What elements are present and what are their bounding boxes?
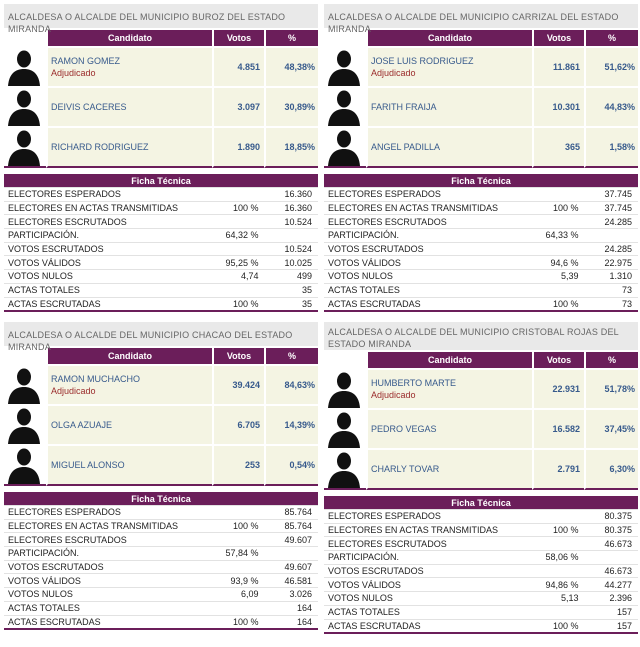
ficha-label: PARTICIPACIÓN. (324, 550, 539, 564)
person-silhouette-icon (6, 128, 42, 166)
ficha-percent: 95,25 % (219, 255, 260, 269)
candidate-row (324, 46, 638, 86)
ficha-percent (219, 505, 260, 519)
ficha-row (324, 605, 638, 619)
ficha-label: ELECTORES EN ACTAS TRANSMITIDAS (324, 523, 539, 537)
ficha-label: ELECTORES ESCRUTADOS (324, 536, 539, 550)
ficha-value: 37.745 (581, 201, 638, 215)
ficha-percent: 64,32 % (219, 228, 260, 242)
ficha-percent: 100 % (539, 619, 580, 633)
ficha-value (581, 550, 638, 564)
person-silhouette-icon (6, 366, 42, 404)
ficha-percent (539, 214, 580, 228)
ficha-value: 164 (261, 615, 318, 629)
candidate-percent: 14,39% (264, 404, 318, 444)
ficha-percent: 100 % (219, 297, 260, 311)
ficha-row (324, 283, 638, 297)
ficha-tecnica-table (4, 174, 318, 312)
ficha-value: 16.360 (261, 187, 318, 201)
ficha-percent (539, 605, 580, 619)
candidate-column-header: Candidato (46, 30, 212, 46)
ficha-value (581, 228, 638, 242)
ficha-percent (219, 283, 260, 297)
ficha-tecnica-table (324, 496, 638, 634)
ficha-value: 24.285 (581, 242, 638, 256)
candidate-percent: 1,58% (584, 126, 638, 168)
candidate-percent: 0,54% (264, 444, 318, 486)
ficha-label: VOTOS NULOS (4, 269, 219, 283)
candidate-percent: 51,78% (584, 368, 638, 408)
results-header-row (4, 348, 318, 364)
ficha-row (4, 187, 318, 201)
results-table (4, 348, 318, 486)
percent-column-header: % (584, 352, 638, 368)
results-header-row (4, 30, 318, 46)
ficha-label: ELECTORES ESPERADOS (4, 187, 219, 201)
ficha-label: ACTAS TOTALES (324, 283, 539, 297)
candidate-row (4, 444, 318, 486)
adjudicado-label: Adjudicado (371, 68, 416, 78)
ficha-percent (539, 536, 580, 550)
ficha-label: ELECTORES EN ACTAS TRANSMITIDAS (4, 201, 219, 215)
candidate-photo (324, 448, 366, 490)
ficha-label: PARTICIPACIÓN. (4, 228, 219, 242)
results-table (4, 30, 318, 168)
ficha-label: VOTOS NULOS (4, 587, 219, 601)
ficha-percent: 93,9 % (219, 573, 260, 587)
ficha-row (324, 187, 638, 201)
ficha-row (324, 255, 638, 269)
ficha-tecnica-header: Ficha Técnica (4, 174, 318, 187)
ficha-value: 80.375 (581, 509, 638, 523)
ficha-percent: 100 % (219, 201, 260, 215)
candidate-name-cell (46, 444, 212, 486)
ficha-label: VOTOS VÁLIDOS (324, 255, 539, 269)
person-silhouette-icon (326, 450, 362, 488)
person-silhouette-icon (6, 446, 42, 484)
ficha-label: ELECTORES EN ACTAS TRANSMITIDAS (324, 201, 539, 215)
candidate-percent: 44,83% (584, 86, 638, 126)
adjudicado-label: Adjudicado (371, 390, 416, 400)
candidate-percent: 51,62% (584, 46, 638, 86)
percent-column-header: % (584, 30, 638, 46)
votes-column-header: Votos (532, 30, 584, 46)
ficha-label: ELECTORES ESPERADOS (324, 509, 539, 523)
municipality-panel-carrizal (324, 4, 638, 312)
ficha-percent: 6,09 (219, 587, 260, 601)
ficha-value: 157 (581, 605, 638, 619)
ficha-percent: 64,33 % (539, 228, 580, 242)
votes-column-header: Votos (212, 30, 264, 46)
ficha-label: ELECTORES ESCRUTADOS (324, 214, 539, 228)
candidate-row (4, 364, 318, 404)
candidate-votes: 6.705 (212, 404, 264, 444)
municipality-title: ALCALDESA O ALCALDE DEL MUNICIPIO CRISTOBAL ROJAS DEL ESTADO MIRANDA (324, 322, 638, 350)
ficha-label: VOTOS ESCRUTADOS (324, 242, 539, 256)
ficha-label: ELECTORES ESCRUTADOS (4, 532, 219, 546)
ficha-row (4, 573, 318, 587)
ficha-row (4, 269, 318, 283)
ficha-label: PARTICIPACIÓN. (324, 228, 539, 242)
municipality-panel-cristobal-rojas (324, 322, 638, 634)
candidate-name[interactable]: FARITH FRAIJA (371, 102, 437, 112)
ficha-percent (539, 187, 580, 201)
person-silhouette-icon (6, 88, 42, 126)
candidate-column-header: Candidato (366, 352, 532, 368)
ficha-row (324, 591, 638, 605)
ficha-value (261, 228, 318, 242)
ficha-value: 44.277 (581, 577, 638, 591)
candidate-photo (4, 404, 46, 444)
ficha-percent (219, 242, 260, 256)
adjudicado-label: Adjudicado (51, 68, 96, 78)
ficha-row (324, 509, 638, 523)
ficha-label: PARTICIPACIÓN. (4, 546, 219, 560)
ficha-tecnica-table (324, 174, 638, 312)
results-header-row (324, 352, 638, 368)
ficha-row (4, 255, 318, 269)
ficha-row (4, 519, 318, 533)
candidate-votes: 365 (532, 126, 584, 168)
candidate-photo (4, 444, 46, 486)
candidate-votes: 3.097 (212, 86, 264, 126)
candidate-percent: 48,38% (264, 46, 318, 86)
candidate-votes: 2.791 (532, 448, 584, 490)
ficha-label: ELECTORES EN ACTAS TRANSMITIDAS (4, 519, 219, 533)
photo-column-header (324, 352, 366, 368)
person-silhouette-icon (6, 48, 42, 86)
candidate-votes: 39.424 (212, 364, 264, 404)
candidate-name[interactable]: RICHARD RODRIGUEZ (51, 142, 149, 152)
person-silhouette-icon (326, 48, 362, 86)
candidate-column-header: Candidato (366, 30, 532, 46)
ficha-value: 46.673 (581, 536, 638, 550)
candidate-name-cell (46, 126, 212, 168)
candidate-photo (4, 46, 46, 86)
ficha-row (4, 587, 318, 601)
candidate-row (4, 86, 318, 126)
ficha-value: 49.607 (261, 560, 318, 574)
ficha-percent (539, 242, 580, 256)
ficha-percent (219, 601, 260, 615)
candidate-name[interactable]: HUMBERTO MARTE (371, 378, 457, 388)
candidate-name-cell (366, 368, 532, 408)
candidate-name-cell (366, 46, 532, 86)
ficha-percent (219, 187, 260, 201)
candidate-photo (324, 86, 366, 126)
ficha-percent: 100 % (539, 523, 580, 537)
candidate-votes: 11.861 (532, 46, 584, 86)
ficha-row (324, 523, 638, 537)
candidate-row (4, 126, 318, 168)
percent-column-header: % (264, 348, 318, 364)
ficha-percent: 100 % (219, 615, 260, 629)
candidate-name-cell (46, 46, 212, 86)
person-silhouette-icon (326, 370, 362, 408)
candidate-row (324, 448, 638, 490)
ficha-label: ACTAS ESCRUTADAS (324, 297, 539, 311)
ficha-row (324, 536, 638, 550)
ficha-label: VOTOS VÁLIDOS (4, 573, 219, 587)
person-silhouette-icon (326, 128, 362, 166)
ficha-label: ELECTORES ESCRUTADOS (4, 214, 219, 228)
ficha-row (4, 615, 318, 629)
candidate-row (324, 126, 638, 168)
ficha-value: 22.975 (581, 255, 638, 269)
ficha-row (324, 550, 638, 564)
ficha-percent (219, 214, 260, 228)
person-silhouette-icon (326, 88, 362, 126)
ficha-label: VOTOS VÁLIDOS (4, 255, 219, 269)
ficha-percent (219, 560, 260, 574)
ficha-row (4, 297, 318, 311)
ficha-value: 35 (261, 283, 318, 297)
ficha-percent (539, 509, 580, 523)
municipality-title: ALCALDESA O ALCALDE DEL MUNICIPIO BUROZ DEL ESTADO MIRANDA (4, 4, 318, 28)
adjudicado-label: Adjudicado (51, 386, 96, 396)
ficha-row (4, 505, 318, 519)
candidate-votes: 22.931 (532, 368, 584, 408)
ficha-value: 10.025 (261, 255, 318, 269)
ficha-value: 1.310 (581, 269, 638, 283)
ficha-value: 10.524 (261, 214, 318, 228)
ficha-label: ACTAS TOTALES (324, 605, 539, 619)
ficha-row (324, 242, 638, 256)
ficha-value: 37.745 (581, 187, 638, 201)
municipality-panel-buroz (4, 4, 318, 312)
ficha-tecnica-header: Ficha Técnica (324, 174, 638, 187)
ficha-row (4, 560, 318, 574)
ficha-label: ELECTORES ESPERADOS (4, 505, 219, 519)
candidate-row (324, 368, 638, 408)
ficha-percent: 100 % (219, 519, 260, 533)
ficha-label: ACTAS TOTALES (4, 601, 219, 615)
ficha-row (4, 214, 318, 228)
candidate-votes: 4.851 (212, 46, 264, 86)
ficha-label: ACTAS TOTALES (4, 283, 219, 297)
candidate-name[interactable]: MIGUEL ALONSO (51, 460, 125, 470)
ficha-value: 2.396 (581, 591, 638, 605)
votes-column-header: Votos (212, 348, 264, 364)
ficha-percent: 5,39 (539, 269, 580, 283)
ficha-row (4, 546, 318, 560)
ficha-percent: 94,86 % (539, 577, 580, 591)
ficha-percent: 100 % (539, 297, 580, 311)
ficha-row (4, 242, 318, 256)
ficha-label: VOTOS ESCRUTADOS (4, 560, 219, 574)
candidate-name[interactable]: ANGEL PADILLA (371, 142, 441, 152)
ficha-label: ACTAS ESCRUTADAS (4, 615, 219, 629)
votes-column-header: Votos (532, 352, 584, 368)
candidate-votes: 253 (212, 444, 264, 486)
candidate-row (4, 404, 318, 444)
municipality-title: ALCALDESA O ALCALDE DEL MUNICIPIO CARRIZAL DEL ESTADO MIRANDA (324, 4, 638, 28)
candidate-name-cell (366, 86, 532, 126)
candidate-name[interactable]: JOSE LUIS RODRIGUEZ (371, 56, 474, 66)
ficha-label: VOTOS NULOS (324, 269, 539, 283)
candidate-photo (324, 368, 366, 408)
ficha-percent (539, 283, 580, 297)
ficha-value: 24.285 (581, 214, 638, 228)
ficha-value: 73 (581, 297, 638, 311)
candidate-percent: 18,85% (264, 126, 318, 168)
ficha-row (324, 269, 638, 283)
ficha-label: VOTOS ESCRUTADOS (4, 242, 219, 256)
ficha-row (324, 228, 638, 242)
ficha-row (4, 532, 318, 546)
ficha-value: 35 (261, 297, 318, 311)
candidate-row (324, 408, 638, 448)
results-header-row (324, 30, 638, 46)
ficha-value: 85.764 (261, 519, 318, 533)
candidate-photo (324, 126, 366, 168)
ficha-label: ACTAS ESCRUTADAS (324, 619, 539, 633)
ficha-value: 157 (581, 619, 638, 633)
ficha-row (4, 228, 318, 242)
municipality-title: ALCALDESA O ALCALDE DEL MUNICIPIO CHACAO DEL ESTADO MIRANDA (4, 322, 318, 346)
ficha-value: 73 (581, 283, 638, 297)
ficha-row (324, 201, 638, 215)
ficha-label: ACTAS ESCRUTADAS (4, 297, 219, 311)
ficha-percent: 58,06 % (539, 550, 580, 564)
ficha-value: 46.581 (261, 573, 318, 587)
candidate-name[interactable]: RAMON GOMEZ (51, 56, 120, 66)
candidate-percent: 30,89% (264, 86, 318, 126)
ficha-percent: 94,6 % (539, 255, 580, 269)
ficha-value: 46.673 (581, 564, 638, 578)
ficha-label: VOTOS ESCRUTADOS (324, 564, 539, 578)
candidate-name-cell (366, 408, 532, 448)
ficha-row (324, 564, 638, 578)
ficha-value: 3.026 (261, 587, 318, 601)
candidate-percent: 6,30% (584, 448, 638, 490)
candidate-name-cell (46, 364, 212, 404)
ficha-value: 499 (261, 269, 318, 283)
candidate-percent: 37,45% (584, 408, 638, 448)
ficha-tecnica-header: Ficha Técnica (4, 492, 318, 505)
ficha-percent: 100 % (539, 201, 580, 215)
candidate-votes: 1.890 (212, 126, 264, 168)
candidate-name-cell (46, 86, 212, 126)
ficha-percent: 4,74 (219, 269, 260, 283)
candidate-name[interactable]: OLGA AZUAJE (51, 420, 113, 430)
ficha-tecnica-header: Ficha Técnica (324, 496, 638, 509)
ficha-value (261, 546, 318, 560)
ficha-value: 16.360 (261, 201, 318, 215)
candidate-votes: 10.301 (532, 86, 584, 126)
ficha-percent: 57,84 % (219, 546, 260, 560)
candidate-name-cell (366, 448, 532, 490)
ficha-value: 85.764 (261, 505, 318, 519)
candidate-photo (324, 46, 366, 86)
ficha-row (4, 201, 318, 215)
ficha-value: 49.607 (261, 532, 318, 546)
candidate-name[interactable]: DEIVIS CACERES (51, 102, 127, 112)
ficha-row (4, 283, 318, 297)
ficha-tecnica-table (4, 492, 318, 630)
ficha-percent (539, 564, 580, 578)
candidate-photo (4, 126, 46, 168)
ficha-percent: 5,13 (539, 591, 580, 605)
person-silhouette-icon (326, 410, 362, 448)
candidate-name[interactable]: RAMON MUCHACHO (51, 374, 140, 384)
ficha-label: ELECTORES ESPERADOS (324, 187, 539, 201)
ficha-value: 80.375 (581, 523, 638, 537)
results-table (324, 352, 638, 490)
person-silhouette-icon (6, 406, 42, 444)
ficha-label: VOTOS VÁLIDOS (324, 577, 539, 591)
ficha-row (324, 619, 638, 633)
candidate-name-cell (46, 404, 212, 444)
candidate-column-header: Candidato (46, 348, 212, 364)
municipality-panel-chacao (4, 322, 318, 630)
candidate-photo (4, 86, 46, 126)
ficha-value: 10.524 (261, 242, 318, 256)
candidate-percent: 84,63% (264, 364, 318, 404)
candidate-row (4, 46, 318, 86)
ficha-row (4, 601, 318, 615)
candidate-photo (4, 364, 46, 404)
candidate-name[interactable]: CHARLY TOVAR (371, 464, 440, 474)
candidate-row (324, 86, 638, 126)
results-table (324, 30, 638, 168)
percent-column-header: % (264, 30, 318, 46)
candidate-name-cell (366, 126, 532, 168)
ficha-row (324, 577, 638, 591)
ficha-label: VOTOS NULOS (324, 591, 539, 605)
candidate-votes: 16.582 (532, 408, 584, 448)
candidate-photo (324, 408, 366, 448)
ficha-row (324, 214, 638, 228)
ficha-value: 164 (261, 601, 318, 615)
candidate-name[interactable]: PEDRO VEGAS (371, 424, 437, 434)
ficha-percent (219, 532, 260, 546)
ficha-row (324, 297, 638, 311)
